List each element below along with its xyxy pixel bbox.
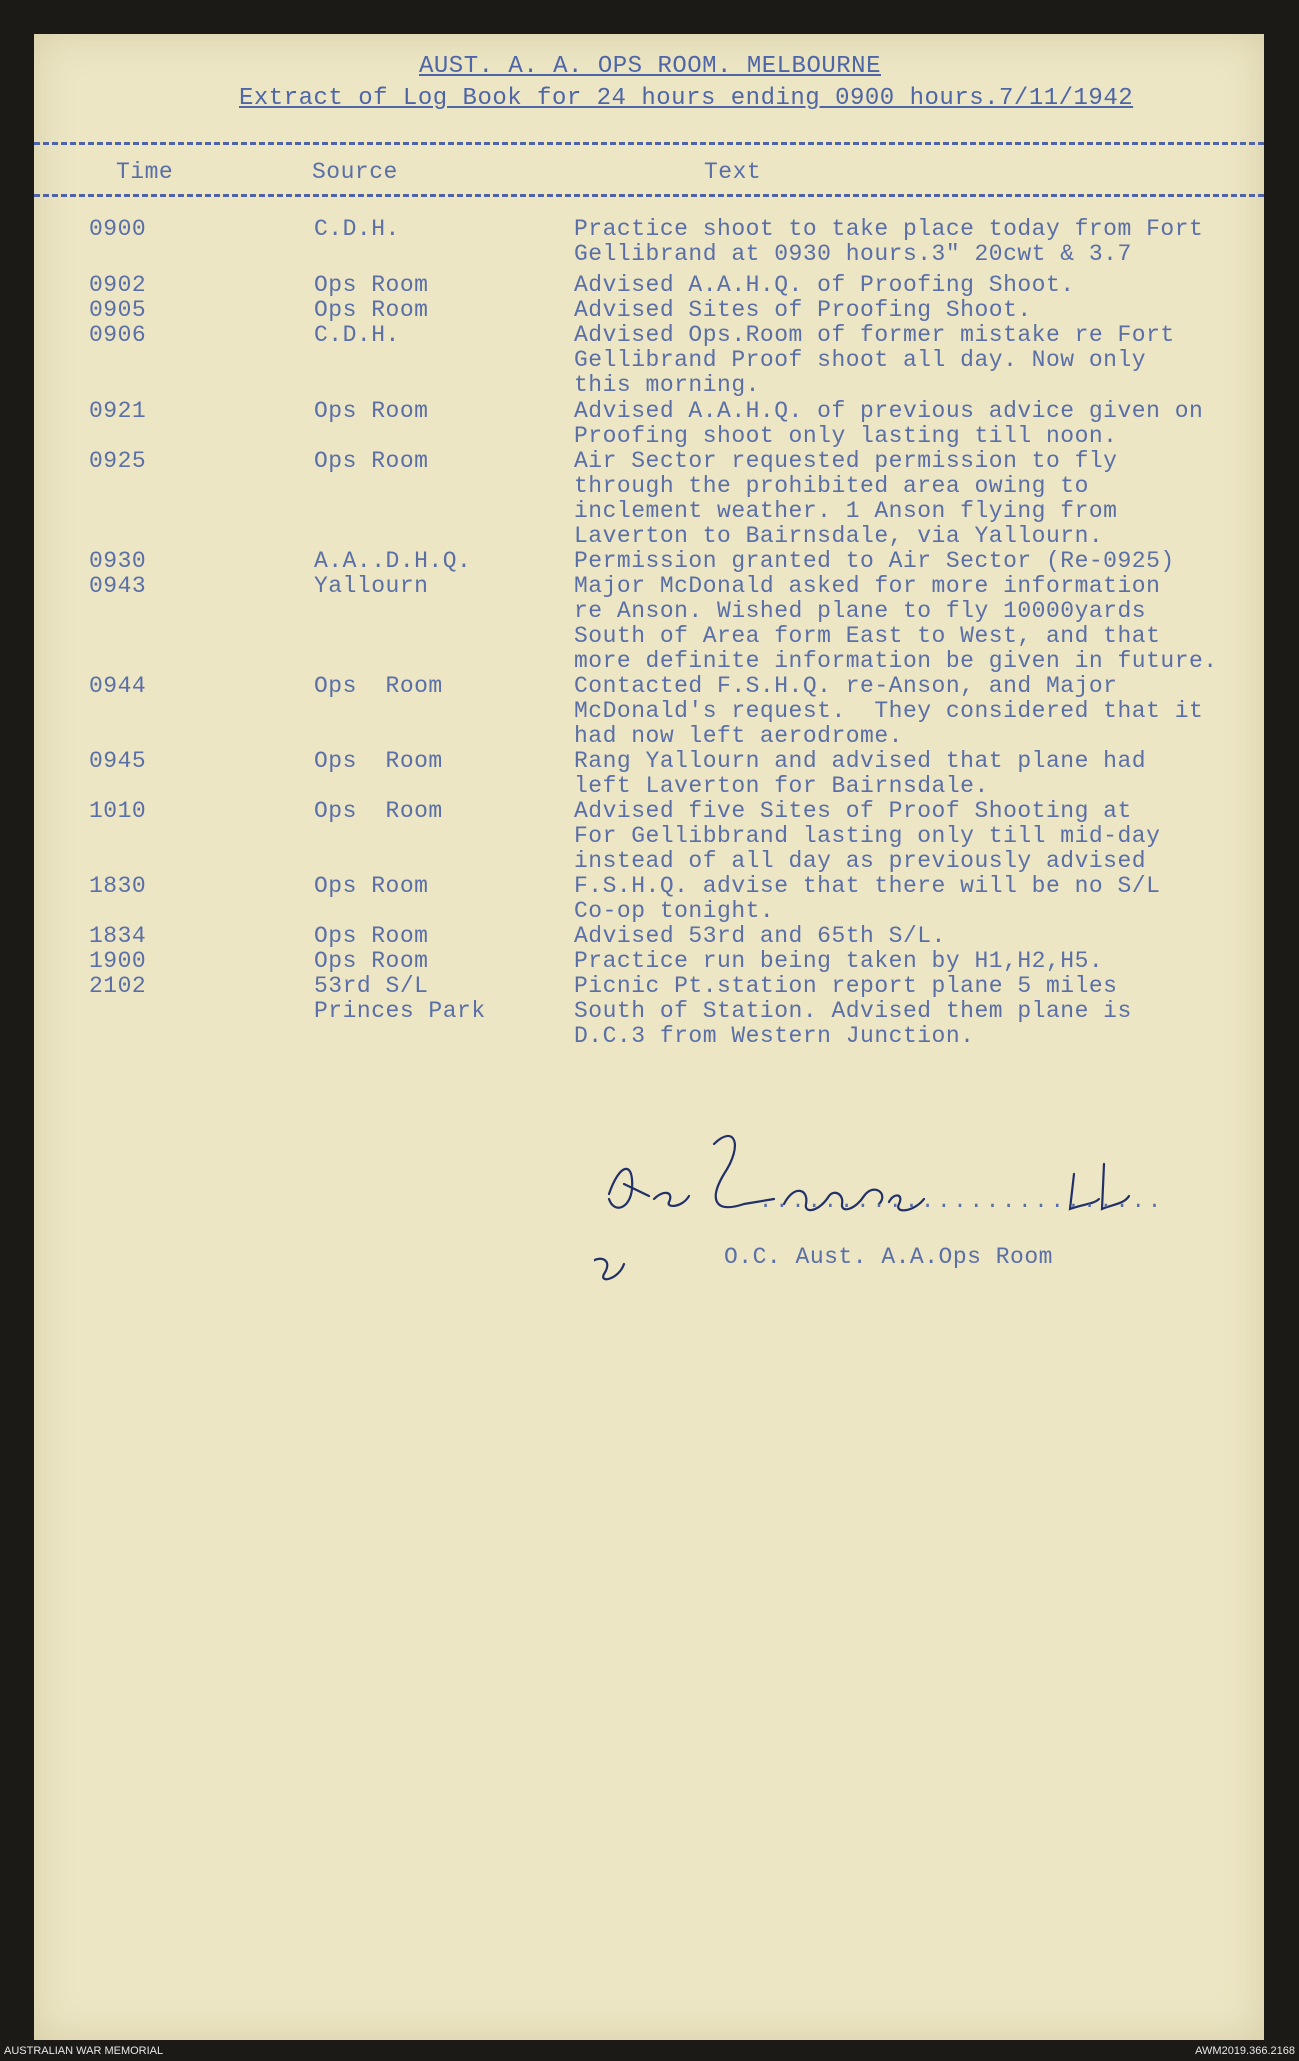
entry-source: [314, 573, 428, 598]
entry-source-line: 53rd S/L: [314, 973, 429, 999]
entry-source: [314, 322, 400, 347]
entry-text: [574, 798, 1160, 873]
entry-text-line: Advised 53rd and 65th S/L.: [574, 923, 946, 949]
entry-text-line: inclement weather. 1 Anson flying from: [574, 498, 1118, 524]
entry-text-line: Practice shoot to take place today from Fort: [574, 216, 1204, 242]
column-header-source: Source: [312, 159, 398, 185]
entry-time: 0930: [89, 548, 147, 574]
entry-source: [314, 297, 428, 322]
entry-text-line: Picnic Pt.station report plane 5 miles: [574, 973, 1118, 999]
entry-text: [574, 297, 1032, 322]
entry-text-line: Co-op tonight.: [574, 898, 775, 924]
entry-source-line: Ops Room: [314, 948, 429, 974]
header-rule-top: [34, 142, 1264, 145]
entry-source-line: Ops Room: [314, 748, 443, 774]
entry-source: [314, 673, 443, 698]
entry-text: [574, 216, 1203, 266]
entry-text-line: Advised Sites of Proofing Shoot.: [574, 297, 1032, 323]
entry-text-line: Gellibrand Proof shoot all day. Now only: [574, 347, 1147, 373]
entry-text-line: Proofing shoot only lasting till noon.: [574, 423, 1118, 449]
entry-source: [314, 748, 443, 773]
entry-text-line: Gellibrand at 0930 hours.3" 20cwt & 3.7: [574, 241, 1132, 267]
entry-text: [574, 973, 1132, 1048]
entry-source-line: Ops Room: [314, 873, 429, 899]
column-header-time: Time: [116, 159, 174, 185]
entry-text-line: For Gellibbrand lasting only till mid-day: [574, 823, 1161, 849]
entry-text: [574, 923, 946, 948]
entry-text: [574, 873, 1160, 923]
entry-text-line: Contacted F.S.H.Q. re-Anson, and Major: [574, 673, 1118, 699]
entry-time: 0944: [89, 673, 147, 699]
entry-text-line: Air Sector requested permission to fly: [574, 448, 1118, 474]
signature-line: .........................: [759, 1189, 1165, 1214]
entry-text-line: D.C.3 from Western Junction.: [574, 1023, 975, 1049]
entry-source: [314, 398, 428, 423]
entry-source: [314, 948, 428, 973]
entry-source-line: Ops Room: [314, 923, 429, 949]
document-title: AUST. A. A. OPS ROOM. MELBOURNE: [419, 53, 881, 80]
entry-time: 0925: [89, 448, 147, 474]
entry-text: [574, 948, 1103, 973]
entry-time: 0902: [89, 272, 147, 298]
entry-source-line: Ops Room: [314, 297, 429, 323]
entry-text-line: Advised A.A.H.Q. of previous advice given on: [574, 398, 1204, 424]
archive-id-footer: AWM2019.366.2168: [1195, 2045, 1295, 2057]
entry-source-line: C.D.H.: [314, 322, 400, 348]
entry-text: [574, 573, 1218, 673]
entry-text: [574, 548, 1175, 573]
entry-text: [574, 272, 1075, 297]
entry-source: [314, 272, 428, 297]
entry-time: 1834: [89, 923, 147, 949]
entry-time: 1010: [89, 798, 147, 824]
entry-text-line: Advised five Sites of Proof Shooting at: [574, 798, 1132, 824]
entry-source: [314, 798, 443, 823]
header-rule-bottom: [34, 194, 1264, 197]
entry-time: 0945: [89, 748, 147, 774]
entry-source: [314, 873, 428, 898]
entry-text-line: Advised A.A.H.Q. of Proofing Shoot.: [574, 272, 1075, 298]
entry-text-line: Advised Ops.Room of former mistake re Fort: [574, 322, 1175, 348]
entry-source-line: Ops Room: [314, 673, 443, 699]
entry-source-line: C.D.H.: [314, 216, 400, 242]
entry-time: 0921: [89, 398, 147, 424]
entry-source-line: Yallourn: [314, 573, 429, 599]
entry-text-line: Rang Yallourn and advised that plane had: [574, 748, 1147, 774]
entry-time: 2102: [89, 973, 147, 999]
document-subtitle: Extract of Log Book for 24 hours ending 0900 hours.7/11/1942: [239, 85, 1134, 112]
entry-text-line: Permission granted to Air Sector (Re-0925): [574, 548, 1175, 574]
entry-source-line: Ops Room: [314, 398, 429, 424]
document-page: [34, 34, 1264, 2040]
entry-source: [314, 448, 428, 473]
entry-source-line: Ops Room: [314, 798, 443, 824]
entry-source: [314, 548, 471, 573]
entry-text-line: F.S.H.Q. advise that there will be no S/L: [574, 873, 1161, 899]
entry-source: [314, 923, 428, 948]
archive-footer-left: AUSTRALIAN WAR MEMORIAL: [4, 2045, 164, 2057]
entry-text: [574, 748, 1146, 798]
entry-text: [574, 398, 1203, 448]
entry-source: [314, 216, 400, 241]
entry-text-line: this morning.: [574, 372, 760, 398]
entry-source-line: Ops Room: [314, 272, 429, 298]
entry-source-line: Ops Room: [314, 448, 429, 474]
entry-source-line: A.A..D.H.Q.: [314, 548, 472, 574]
entry-text-line: Practice run being taken by H1,H2,H5.: [574, 948, 1104, 974]
entry-text-line: McDonald's request. They considered that it: [574, 698, 1204, 724]
entry-text-line: instead of all day as previously advised: [574, 848, 1147, 874]
entry-time: 0943: [89, 573, 147, 599]
entry-text-line: more definite information be given in future.: [574, 648, 1218, 674]
entry-time: 1830: [89, 873, 147, 899]
entry-time: 0905: [89, 297, 147, 323]
signatory-role: O.C. Aust. A.A.Ops Room: [724, 1244, 1053, 1270]
entry-text-line: Major McDonald asked for more information: [574, 573, 1161, 599]
entry-text-line: South of Area form East to West, and that: [574, 623, 1161, 649]
entry-time: 0906: [89, 322, 147, 348]
entry-text-line: South of Station. Advised them plane is: [574, 998, 1132, 1024]
entry-text: [574, 448, 1118, 548]
entry-text: [574, 322, 1175, 397]
entry-text-line: through the prohibited area owing to: [574, 473, 1089, 499]
entry-text-line: had now left aerodrome.: [574, 723, 903, 749]
entry-source: [314, 973, 486, 1023]
entry-text-line: Laverton to Bairnsdale, via Yallourn.: [574, 523, 1104, 549]
entry-time: 0900: [89, 216, 147, 242]
entry-source-line: Princes Park: [314, 998, 486, 1024]
entry-text-line: left Laverton for Bairnsdale.: [574, 773, 989, 799]
entry-time: 1900: [89, 948, 147, 974]
column-header-text: Text: [704, 159, 762, 185]
entry-text-line: re Anson. Wished plane to fly 10000yards: [574, 598, 1147, 624]
entry-text: [574, 673, 1203, 748]
